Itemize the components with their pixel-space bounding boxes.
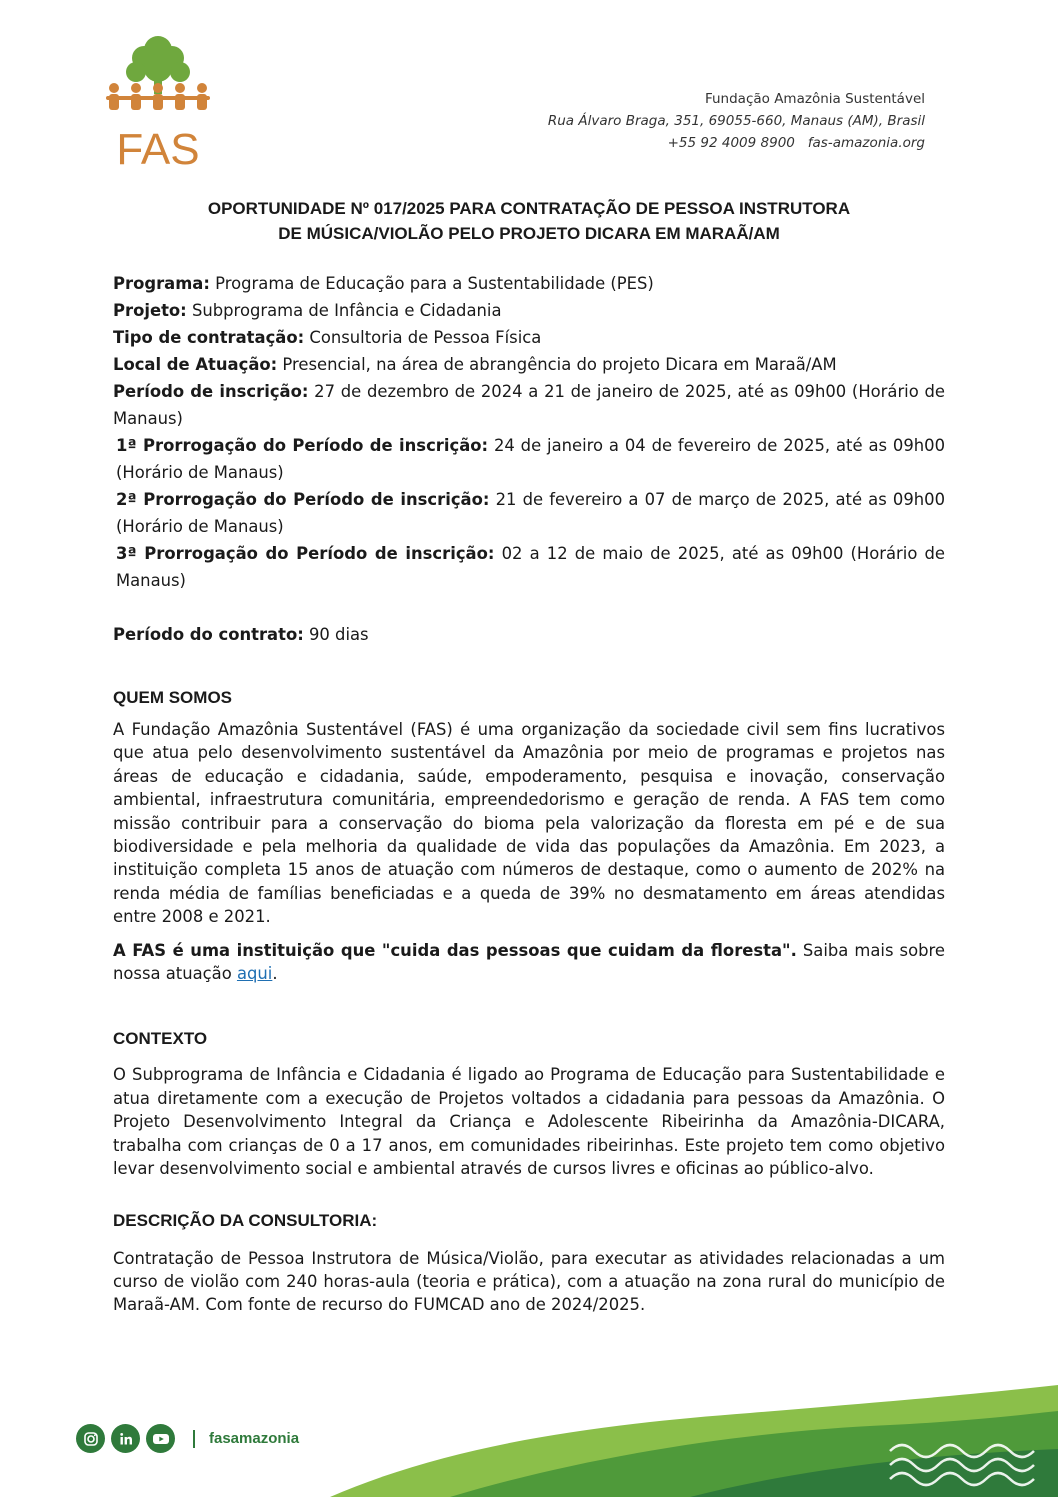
youtube-icon[interactable] — [146, 1424, 175, 1453]
title-line-1: OPORTUNIDADE Nº 017/2025 PARA CONTRATAÇÃO DE PESSOA INSTRUTORA — [207, 199, 851, 218]
aqui-link[interactable]: aqui — [236, 964, 273, 984]
contexto-paragraph: O Subprograma de Infância e Cidadania é ligado ao Programa de Educação para Sustentabilidade e atua diretamente com a execução de Projetos voltados a cidadania para pessoas da Amazônia. O Projeto Desenvolvimento Integral da Criança e Adolescente Ribeirinha da Amazônia-DICARA, trabalha com crianças de 0 a 17 anos, em comunidades ribeirinhas. Este projeto tem como objetivo levar desenvolvimento social e ambiental através de cursos livres e oficinas ao público-alvo. — [113, 1065, 945, 1179]
heading-quem-somos: QUEM SOMOS — [113, 688, 233, 707]
info-prorrogacao-3: 3ª Prorrogação do Período de inscrição: 02 a 12 de maio de 2025, até as 09h00 (Horário de Manaus) — [116, 544, 945, 590]
org-contact — [548, 132, 925, 154]
info-prorrogacao-1: 1ª Prorrogação do Período de inscrição: 24 de janeiro a 04 de fevereiro de 2025, até as 09h00 (Horário de Manaus) — [116, 436, 945, 482]
descricao-paragraph: Contratação de Pessoa Instrutora de Música/Violão, para executar as atividades relacionadas a um curso de violão com 240 horas-aula (teoria e prática), com a atuação na zona rural do município de Maraã-AM. Com fonte de recurso do FUMCAD ano de 2024/2025. — [113, 1248, 945, 1315]
quem-somos-paragraph: A Fundação Amazônia Sustentável (FAS) é uma organização da sociedade civil sem fins lucrativos que atua pelo desenvolvimento sustentável da Amazônia por meio de programas e projetos nas áreas de educação e cidadania, saúde, empoderamento, pesquisa e inovação, conservação ambiental, infraestrutura comunitária, empreendedorismo e geração de renda. A FAS tem como missão contribuir para a conservação do bioma pela valorização da floresta em pé e de sua biodiversidade e pela melhoria da qualidade de vida das populações da Amazônia. Em 2023, a instituição completa 15 anos de atuação com números de destaque, como o aumento de 202% na renda média de famílias beneficiadas e a queda de 39% no desmatamento em áreas atendidas entre 2008 e 2021. — [113, 720, 945, 927]
quem-somos-tagline: A FAS é uma instituição que "cuida das pessoas que cuidam da floresta". Saiba mais sobre nossa atuação aqui. — [113, 940, 945, 984]
linkedin-icon[interactable] — [111, 1424, 140, 1453]
document-body — [113, 270, 945, 1317]
title-line-2: DE MÚSICA/VIOLÃO PELO PROJETO DICARA EM MARAÃ/AM — [278, 224, 780, 243]
info-local: Local de Atuação: Presencial, na área de abrangência do projeto Dicara em Maraã/AM — [113, 355, 837, 374]
logo-text: FAS — [116, 125, 200, 170]
info-programa: Programa: Programa de Educação para a Sustentabilidade (PES) — [113, 274, 654, 293]
footer-wave-decoration — [330, 1385, 1058, 1497]
info-periodo: Período de inscrição: 27 de dezembro de 2024 a 21 de janeiro de 2025, até as 09h00 (Horário de Manaus) — [113, 382, 945, 428]
org-phone: +55 92 4009 8900 — [667, 135, 795, 151]
info-tipo: Tipo de contratação: Consultoria de Pessoa Física — [113, 328, 542, 347]
info-projeto: Projeto: Subprograma de Infância e Cidadania — [113, 301, 502, 320]
page-title — [113, 196, 945, 246]
footer-social — [76, 1424, 299, 1453]
info-contrato: Período do contrato: 90 dias — [113, 625, 369, 644]
footer-separator — [193, 1430, 195, 1448]
info-prorrogacao-2: 2ª Prorrogação do Período de inscrição: 21 de fevereiro a 07 de março de 2025, até as 09h00 (Horário de Manaus) — [116, 490, 945, 536]
org-name: Fundação Amazônia Sustentável — [704, 91, 925, 107]
fas-logo — [100, 28, 218, 170]
info-block — [113, 270, 945, 648]
heading-descricao: DESCRIÇÃO DA CONSULTORIA: — [113, 1210, 378, 1230]
org-info — [548, 88, 925, 154]
org-website: fas-amazonia.org — [807, 135, 925, 151]
instagram-icon[interactable] — [76, 1424, 105, 1453]
social-handle: fasamazonia — [209, 1430, 300, 1447]
heading-contexto: CONTEXTO — [113, 1029, 208, 1049]
org-address: Rua Álvaro Braga, 351, 69055-660, Manaus (AM), Brasil — [547, 113, 925, 129]
